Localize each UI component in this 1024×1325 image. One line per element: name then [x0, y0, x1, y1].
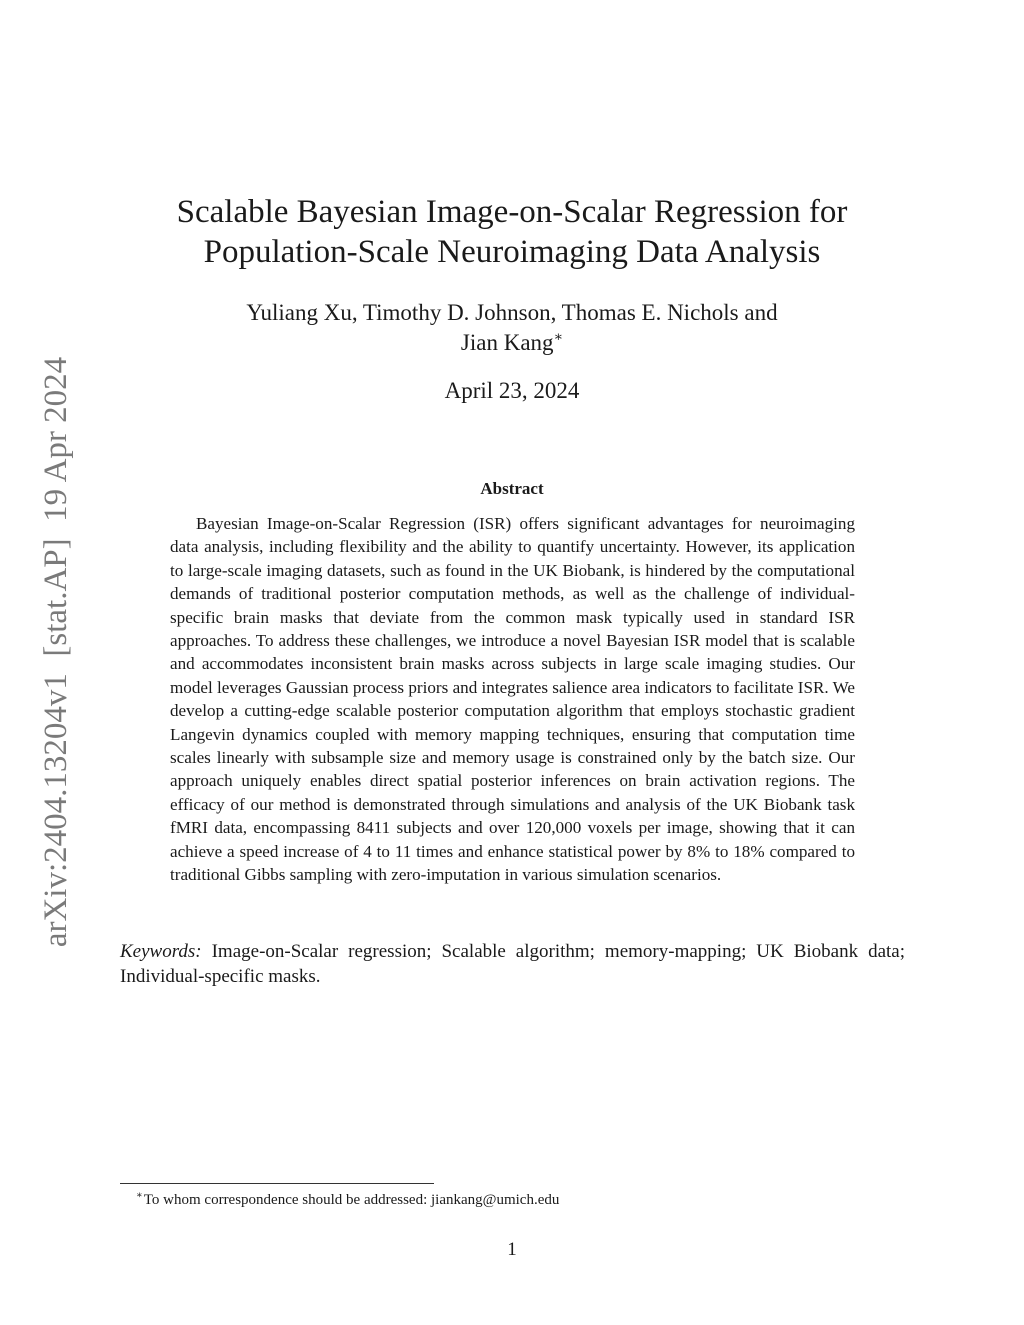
author-list	[120, 298, 904, 358]
footnote-text: To whom correspondence should be addressed: jiankang@umich.edu	[143, 1192, 560, 1208]
title-line-2: Population-Scale Neuroimaging Data Analysis	[203, 234, 821, 270]
keywords	[120, 939, 905, 989]
paper-title	[120, 192, 904, 272]
title-line-1: Scalable Bayesian Image-on-Scalar Regression for	[176, 194, 848, 230]
keywords-text: Image-on-Scalar regression; Scalable algorithm; memory-mapping; UK Biobank data; Individual-specific masks.	[120, 941, 905, 987]
abstract-body: Bayesian Image-on-Scalar Regression (ISR) offers significant advantages for neuroimaging data analysis, including flexibility and the ability to quantify uncertainty. However, its application to large-scale imaging datasets, such as found in the UK Biobank, is hindered by the computational demands of traditional posterior computation methods, as well as the challenge of individual-specific brain masks that deviate from the common mask typically used in standard ISR approaches. To address these challenges, we introduce a novel Bayesian ISR model that is scalable and accommodates inconsistent brain masks across subjects in large scale imaging studies. Our model leverages Gaussian process priors and integrates salience area indicators to facilitate ISR. We develop a cutting-edge scalable posterior computation algorithm that employs stochastic gradient Langevin dynamics coupled with memory mapping techniques, ensuring that computation time scales linearly with subsample size and memory usage is constrained only by the batch size. Our approach uniquely enables direct spatial posterior inferences on brain activation regions. The efficacy of our method is demonstrated through simulations and analysis of the UK Biobank task fMRI data, encompassing 8411 subjects and over 120,000 voxels per image, showing that it can achieve a speed increase of 4 to 11 times and enhance statistical power by 8% to 18% compared to traditional Gibbs sampling with zero-imputation in various simulation scenarios.	[170, 514, 855, 885]
corresponding-author-name: Jian Kang	[460, 330, 554, 355]
arxiv-identifier-stamp: arXiv:2404.13204v1 [stat.AP] 19 Apr 2024	[38, 356, 74, 948]
footnote-divider	[120, 1183, 434, 1184]
page-number: 1	[507, 1239, 517, 1260]
corresponding-author-footnote-mark[interactable]: ∗	[553, 330, 564, 345]
correspondence-footnote	[136, 1190, 896, 1210]
authors-line-1: Yuliang Xu, Timothy D. Johnson, Thomas E. Nichols and	[246, 300, 778, 325]
footnote-mark: ∗	[136, 1190, 143, 1201]
abstract-heading: Abstract	[480, 479, 544, 498]
keywords-label: Keywords:	[120, 941, 202, 962]
publication-date: April 23, 2024	[444, 378, 580, 403]
authors-line-2	[120, 328, 904, 358]
